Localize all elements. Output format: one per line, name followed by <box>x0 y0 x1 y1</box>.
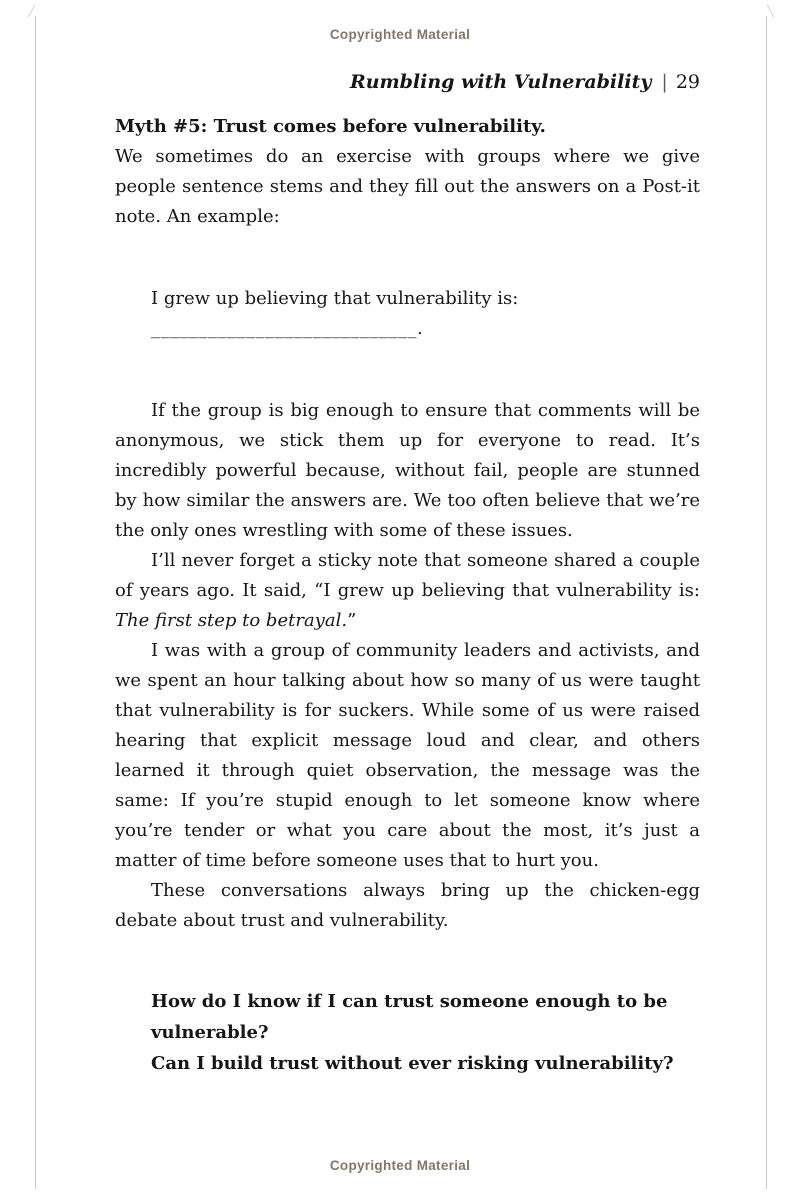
exercise-block <box>151 284 700 344</box>
page-corner-mark-right <box>767 5 774 18</box>
paragraph-community-leaders: I was with a group of community leaders and activists, and we spent an hour talking about how so many of us were taught that vulnerability is for suckers. While some of us were raised hearing that explicit message loud and clear, and others learned it through quiet observation, the message was the same: If you’re stupid enough to let someone know where you’re tender or what you care about the most, it’s just a matter of time before someone uses that to hurt you. <box>115 640 700 871</box>
text-run-sticky-start: I’ll never forget a sticky note that someone shared a couple of years ago. It said, “I grew up believing that vulnerability is: <box>115 550 700 601</box>
paragraph-chicken-egg-debate: These conversations always bring up the chicken-egg debate about trust and vulnerability. <box>115 880 700 931</box>
page-edge-left <box>35 16 36 1189</box>
copyright-notice-top: Copyrighted Material <box>329 27 471 42</box>
page-number: 29 <box>675 71 700 93</box>
paragraph-sticky-note <box>115 546 700 636</box>
exercise-prompt: I grew up believing that vulnerability is: <box>151 288 519 309</box>
page-edge-right <box>766 16 767 1189</box>
question-trust-someone: How do I know if I can trust someone enough to be vulnerable? <box>151 991 668 1043</box>
text-run-sticky-end: ” <box>347 610 357 631</box>
italic-phrase: The first step to betrayal. <box>115 610 348 631</box>
myth-heading: Myth #5: Trust comes before vulnerability. <box>115 116 546 137</box>
copyright-notice-bottom: Copyrighted Material <box>329 1158 471 1173</box>
questions-block <box>151 986 700 1079</box>
chapter-title: Rumbling with Vulnerability <box>349 71 652 93</box>
running-header <box>115 71 700 93</box>
question-build-trust: Can I build trust without ever risking vulnerability? <box>151 1053 674 1074</box>
fill-in-blank-line: ____________________________. <box>151 318 424 339</box>
page-body <box>115 112 700 1079</box>
header-separator: | <box>661 71 668 93</box>
paragraph-anonymous: If the group is big enough to ensure that comments will be anonymous, we stick them up for everyone to read. It’s incredibly powerful because, without fail, people are stunned by how similar the answers are. We too often believe that we’re the only ones wrestling with some of these issues. <box>115 400 700 541</box>
paragraph-exercise-intro: We sometimes do an exercise with groups where we give people sentence stems and they fill out the answers on a Post-it note. An example: <box>115 146 700 227</box>
